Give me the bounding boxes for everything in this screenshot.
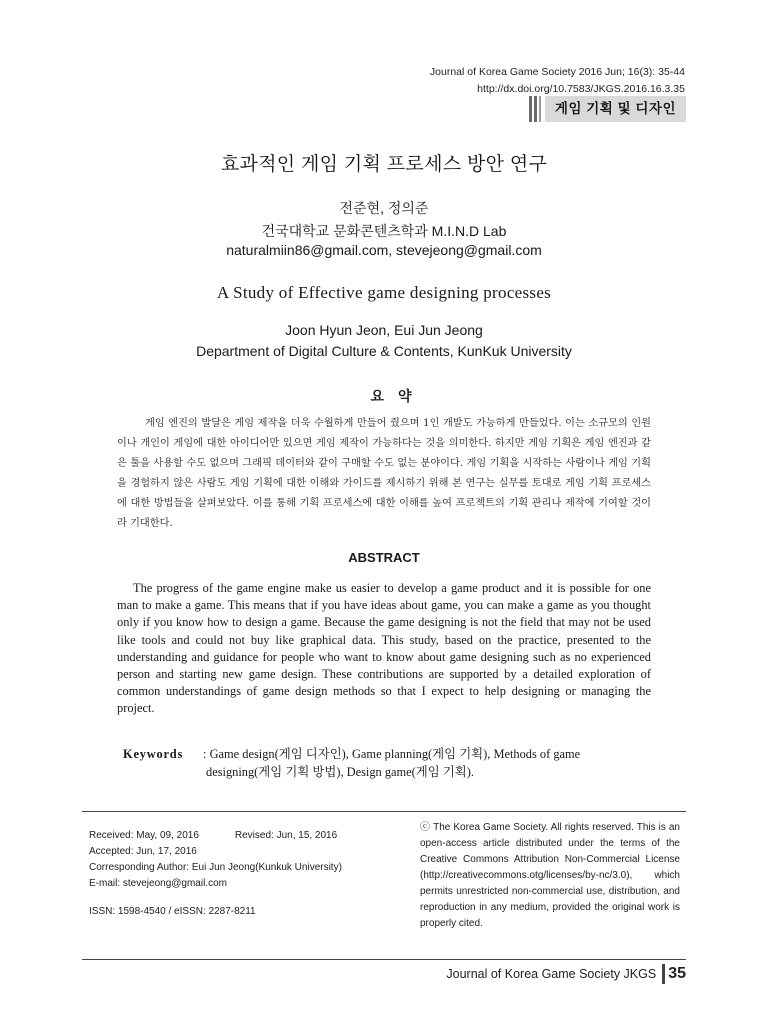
journal-info	[430, 64, 685, 98]
keywords-block	[123, 745, 643, 779]
affiliation-korean: 건국대학교 문화콘텐츠학과 M.I.N.D Lab	[261, 223, 507, 239]
journal-citation: Journal of Korea Game Society 2016 Jun; 16(3): 35-44	[429, 66, 685, 78]
submission-info	[89, 828, 342, 892]
keywords-line-1-text: Game design(게임 디자인), Game planning(게임 기획), Methods of game	[209, 747, 581, 761]
abstract-korean-text: 게임 엔진의 발달은 게임 제작을 더욱 수월하게 만들어 줬으며 1인 개발도 가능하게 만들었다. 이는 소규모의 인원이나 개인이 게임에 대한 아이디어만 있으면 게임 제작이 가능하다는 것을 의미한다. 하지만 게임 기획은 게임 엔진과 같은 툴을 사용할 수도 없으며 그래픽 데이터와 같이 구매할 수도 없는 분야이다. 게임 기획을 시작하는 사람이나 게임 기획을 경험하지 않은 사람도 게임 기획에 대한 이해와 가이드를 제시하기 위해 본 연구는 실무를 토대로 게임 기획 프로세스에 대한 방법들을 살펴보았다. 이를 통해 기획 프로세스에 대한 이해를 높여 프로젝트의 기획 관리나 제작에 기여할 것이라 기대한다.	[117, 418, 651, 529]
affiliation-english: Department of Digital Culture & Contents, KunKuk University	[196, 343, 572, 359]
license-notice: ⓒ The Korea Game Society. All rights reserved. This is an open-access article distributed under the terms of the Creative Commons Attribution Non-Commercial License (http://creativecommons.otg/licenses/by-nc/3.0), which permits unrestricted non-commercial use, distribution, and reproduction in any medium, provided the original work is properly cited.	[420, 822, 680, 929]
keywords-separator: :	[203, 747, 207, 761]
title-english: A Study of Effective game designing processes	[216, 283, 552, 302]
keywords-line-2: designing(게임 기획 방법), Design game(게임 기획).	[206, 765, 474, 779]
issn: ISSN: 1598-4540 / eISSN: 2287-8211	[89, 906, 256, 917]
accepted-date: Accepted: Jun, 17, 2016	[89, 846, 197, 857]
revised-date: Revised: Jun, 15, 2016	[234, 830, 338, 841]
keywords-label: Keywords	[123, 747, 184, 761]
category-bars-decoration	[527, 96, 541, 122]
authors-korean: 전준현, 정의준	[339, 200, 429, 216]
footnote-rule-top	[82, 811, 686, 812]
footer-journal-name: Journal of Korea Game Society JKGS	[446, 967, 657, 981]
keywords-line-1	[203, 745, 633, 763]
abstract-english-text: The progress of the game engine make us easier to develop a game product and it is possible for one man to make a game. This means that if you have ideas about game, you can make a game as you thought only if you know how to design a game. Because the game designing is not the field that may not be used like tools and could not buy like graphical data. This study, based on the practice, presented to the understanding and guidance for people who want to know about game designing such as no experienced person and starting new game design. These contributions are supported by a detailed exploration of common understandings of game design methods so that I expect to help designing or managing the project.	[117, 581, 651, 716]
keywords-list	[203, 745, 633, 781]
received-date: Received: May, 09, 2016	[89, 830, 199, 841]
doi-link[interactable]: http://dx.doi.org/10.7583/JKGS.2016.16.3.35	[477, 83, 685, 95]
page-number: 35	[668, 965, 686, 982]
footer-rule	[82, 959, 686, 960]
footer-divider-bar	[662, 964, 665, 984]
category-label: 게임 기획 및 디자인	[545, 96, 686, 122]
author-emails: naturalmiin86@gmail.com, stevejeong@gmail.com	[226, 242, 542, 258]
page-footer	[446, 964, 686, 984]
corresponding-email: E-mail: stevejeong@gmail.com	[89, 878, 227, 889]
abstract-korean-heading: 요약	[370, 388, 426, 404]
category-band	[527, 96, 686, 122]
corresponding-author: Corresponding Author: Eui Jun Jeong(Kunkuk University)	[89, 862, 342, 873]
title-korean: 효과적인 게임 기획 프로세스 방안 연구	[220, 154, 548, 175]
abstract-english-heading: ABSTRACT	[348, 550, 420, 565]
authors-english: Joon Hyun Jeon, Eui Jun Jeong	[285, 322, 483, 338]
